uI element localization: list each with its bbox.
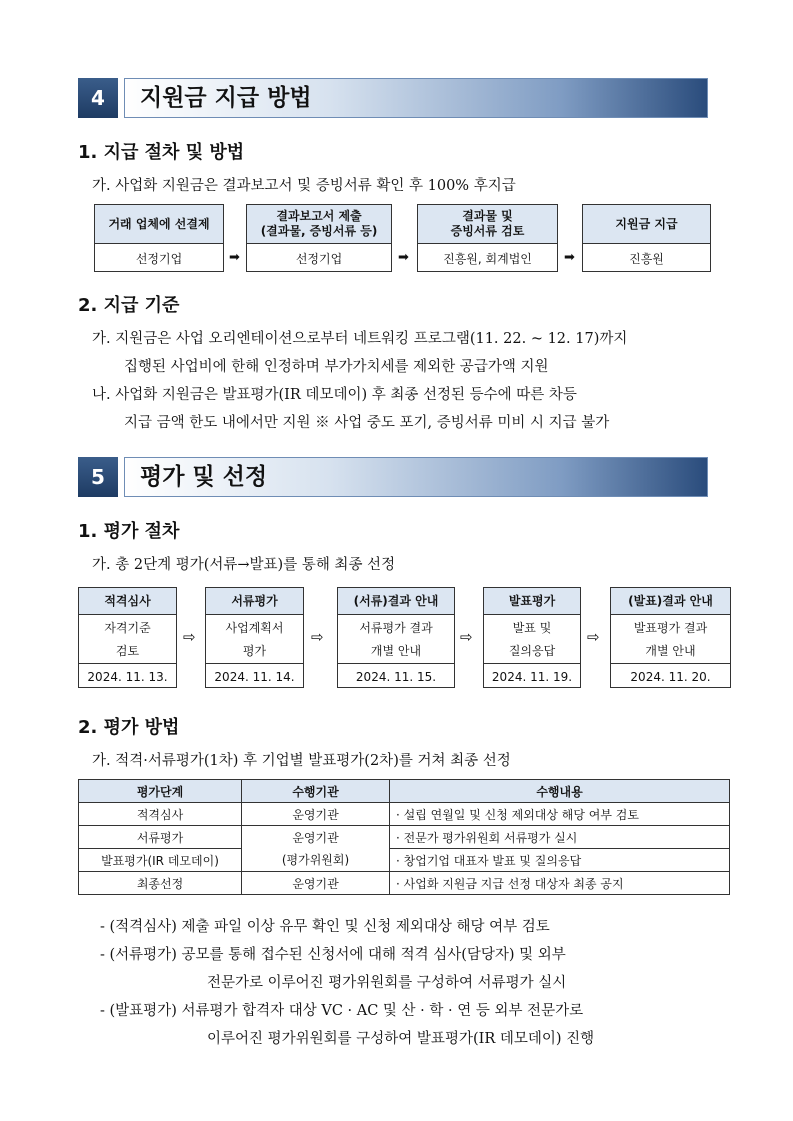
eval-step-line1: 서류평가 결과 [359,620,433,635]
table-header: 수행내용 [390,780,730,803]
eval-step-line1: 발표평가 결과 [633,620,708,635]
note-line: 전문가로 이루어진 평가위원회를 구성하여 서류평가 실시 [207,975,567,991]
eval-step-line2: 검토 [79,639,176,664]
section-5-title: 평가 및 선정 [140,464,268,490]
eval-step-date: 2024. 11. 19. [491,669,573,684]
payment-step-body: 선정기업 [295,251,343,266]
evaluation-method-heading: 2. 평가 방법 [78,717,180,738]
table-cell-content: · 사업화 지원금 지급 선정 대상자 최종 공지 [390,872,730,895]
table-cell-org: 운영기관 [242,803,390,826]
payment-step-header: 결과보고서 제출 (결과물, 증빙서류 등) [247,205,391,244]
table-cell-stage: 최종선정 [79,872,242,895]
note-line: - (적격심사) 제출 파일 이상 유무 확인 및 신청 제외대상 해당 여부 검토 [100,919,550,935]
section-4-title: 지원금 지급 방법 [140,85,312,111]
evaluation-procedure-text: 가. 총 2단계 평가(서류→발표)를 통해 최종 선정 [92,557,396,573]
eval-arrow-icon: ⇨ [460,628,473,646]
criteria-line: 나. 사업화 지원금은 발표평가(IR 데모데이) 후 최종 선정된 등수에 따른 차등 [92,387,577,403]
table-header: 평가단계 [79,780,242,803]
evaluation-method-text: 가. 적격·서류평가(1차) 후 기업별 발표평가(2차)를 거쳐 최종 선정 [92,753,511,769]
eval-step-line2: 개별 안내 [611,639,730,664]
eval-step-2 [205,587,304,688]
payment-step-body: 진흥원 [629,251,664,266]
eval-step-header: (서류)결과 안내 [338,588,454,615]
eval-step-line1: 발표 및 [512,620,552,635]
table-cell-content: · 창업기업 대표자 발표 및 질의응답 [390,849,730,872]
eval-step-line1: 자격기준 [104,620,151,635]
criteria-line: 집행된 사업비에 한해 인정하며 부가가치세를 제외한 공급가액 지원 [124,359,549,375]
eval-step-1 [78,587,177,688]
section-5-banner [78,457,708,497]
table-row [79,872,730,895]
eval-step-3 [337,587,455,688]
section-5-number: 5 [78,457,118,497]
section-4-banner [78,78,708,118]
table-cell-org: 운영기관 [242,826,390,849]
eval-arrow-icon: ⇨ [587,628,600,646]
eval-step-line2: 질의응답 [484,639,580,664]
payment-step-body: 진흥원, 회계법인 [443,251,532,266]
table-row [79,826,730,849]
payment-step-3 [417,204,558,272]
eval-arrow-icon: ⇨ [311,628,324,646]
evaluation-procedure-heading: 1. 평가 절차 [78,521,180,542]
table-row [79,849,730,872]
note-line: - (서류평가) 공모를 통해 접수된 신청서에 대해 적격 심사(담당자) 및 외부 [100,947,566,963]
note-line: 이루어진 평가위원회를 구성하여 발표평가(IR 데모데이) 진행 [207,1031,595,1047]
eval-step-date: 2024. 11. 20. [630,669,711,684]
payment-arrow-icon: ➡ [564,250,575,265]
payment-criteria-heading: 2. 지급 기준 [78,295,180,316]
criteria-line: 지급 금액 한도 내에서만 지원 ※ 사업 중도 포기, 증빙서류 미비 시 지급 불가 [124,415,610,431]
eval-step-header: 적격심사 [79,588,176,615]
table-cell-content: · 설립 연월일 및 신청 제외대상 해당 여부 검토 [390,803,730,826]
payment-step-2 [246,204,392,272]
payment-step-header: 결과물 및 증빙서류 검토 [418,205,557,244]
payment-step-header: 지원금 지급 [583,205,710,244]
payment-step-header: 거래 업체에 선결제 [95,205,223,244]
section-4-number: 4 [78,78,118,118]
eval-step-date: 2024. 11. 14. [214,669,295,684]
table-cell-stage: 적격심사 [79,803,242,826]
table-cell-stage: 서류평가 [79,826,242,849]
eval-step-date: 2024. 11. 13. [87,669,168,684]
payment-arrow-icon: ➡ [229,250,240,265]
table-cell-org: (평가위원회) [242,849,390,872]
eval-step-line2: 평가 [206,639,303,664]
eval-step-line1: 사업계획서 [225,620,284,635]
eval-step-line2: 개별 안내 [338,639,454,664]
payment-procedure-heading: 1. 지급 절차 및 방법 [78,142,245,163]
payment-procedure-text: 가. 사업화 지원금은 결과보고서 및 증빙서류 확인 후 100% 후지급 [92,178,516,194]
table-header: 수행기관 [242,780,390,803]
evaluation-table [78,779,730,895]
eval-arrow-icon: ⇨ [183,628,196,646]
eval-step-date: 2024. 11. 15. [355,669,437,684]
payment-step-1 [94,204,224,272]
eval-step-header: (발표)결과 안내 [611,588,730,615]
table-cell-content: · 전문가 평가위원회 서류평가 실시 [390,826,730,849]
table-row [79,803,730,826]
criteria-line: 가. 지원금은 사업 오리엔테이션으로부터 네트워킹 프로그램(11. 22. ~ 12. 17)까지 [92,331,628,347]
payment-step-body: 선정기업 [135,251,183,266]
note-line: - (발표평가) 서류평가 합격자 대상 VC · AC 및 산 · 학 · 연 등 외부 전문가로 [100,1003,584,1019]
eval-step-header: 서류평가 [206,588,303,615]
eval-step-4 [483,587,581,688]
table-cell-org: 운영기관 [242,872,390,895]
eval-step-header: 발표평가 [484,588,580,615]
payment-arrow-icon: ➡ [398,250,409,265]
eval-step-5 [610,587,731,688]
payment-step-4 [582,204,711,272]
table-cell-stage: 발표평가(IR 데모데이) [79,849,242,872]
